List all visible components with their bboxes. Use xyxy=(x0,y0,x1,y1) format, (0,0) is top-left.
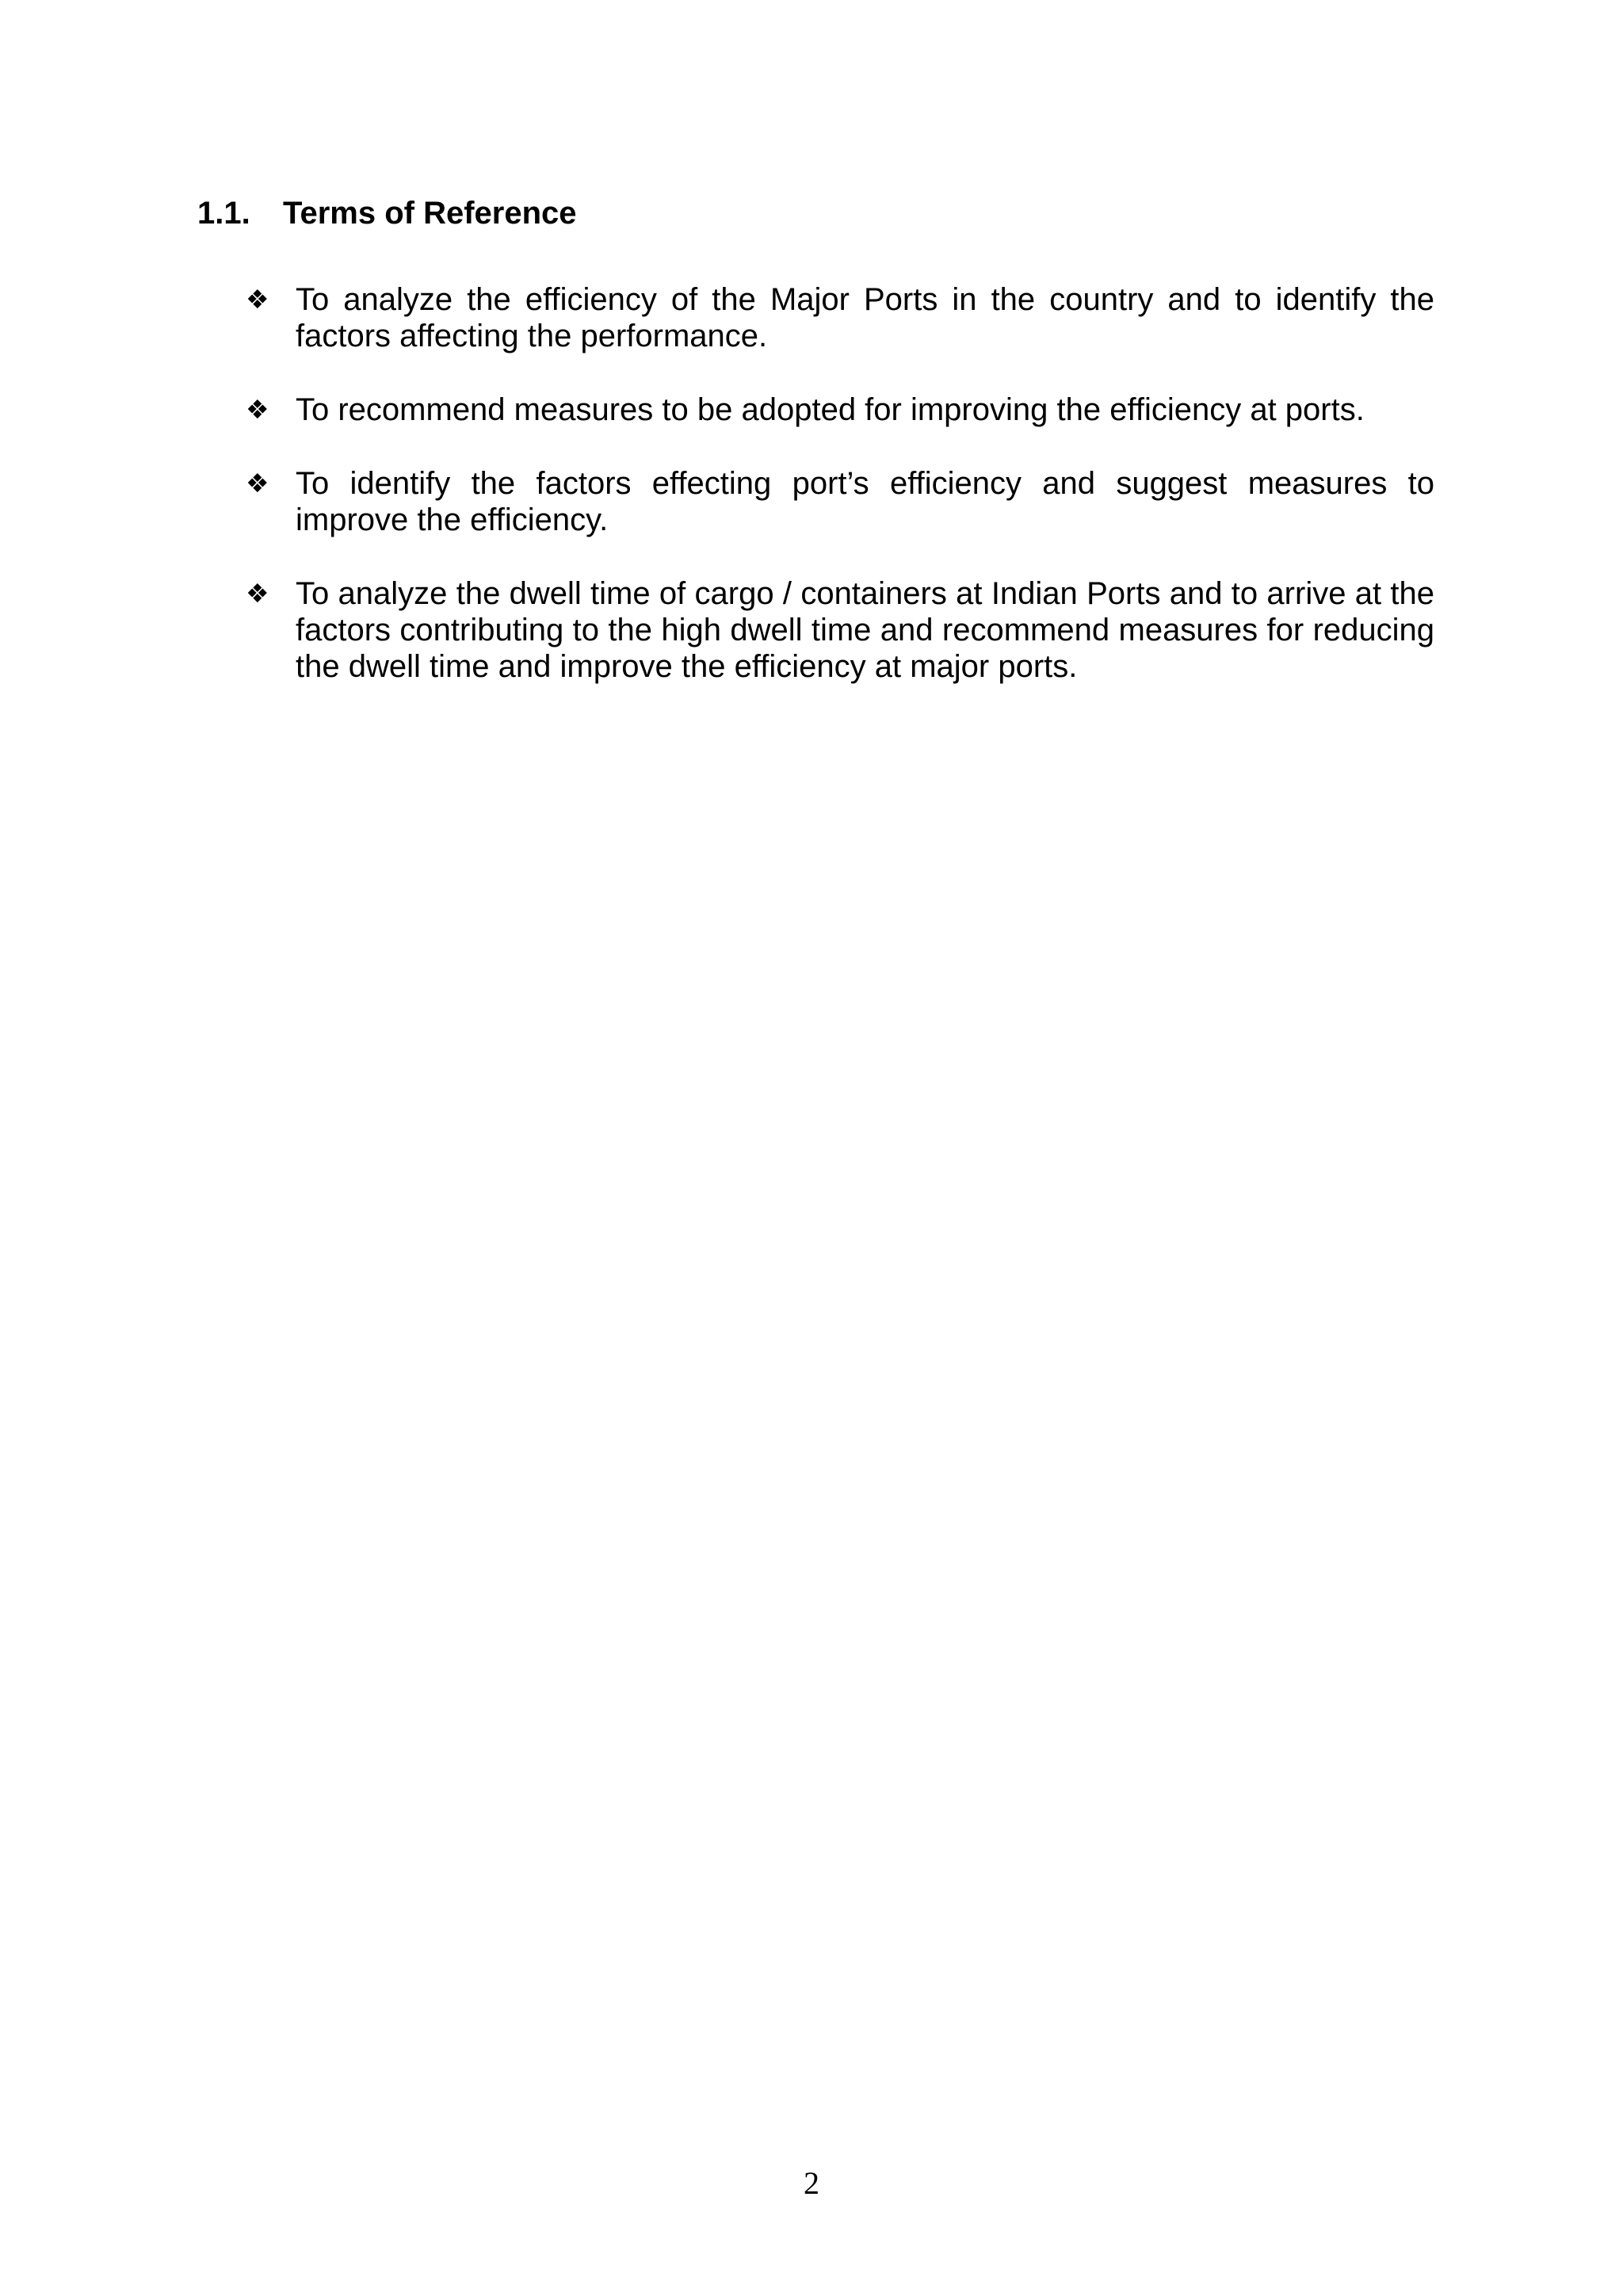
four-diamond-bullet-icon: ❖ xyxy=(246,578,269,609)
list-item-text: To identify the factors effecting port’s efficiency and suggest measures to improve the efficiency. xyxy=(296,466,1434,537)
list-item xyxy=(246,575,1434,685)
list-item xyxy=(246,392,1434,428)
four-diamond-bullet-icon: ❖ xyxy=(246,394,269,425)
list-item xyxy=(246,465,1434,538)
section-number: 1.1. xyxy=(197,196,250,231)
list-item-text: To recommend measures to be adopted for improving the efficiency at ports. xyxy=(296,392,1365,427)
four-diamond-bullet-icon: ❖ xyxy=(246,284,269,315)
list-item-text: To analyze the efficiency of the Major Ports in the country and to identify the factors affecting the performance. xyxy=(296,282,1434,353)
list-item-text: To analyze the dwell time of cargo / containers at Indian Ports and to arrive at the factors contributing to the high dwell time and recommend measures for reducing the dwell time and improve the efficiency at major ports. xyxy=(296,576,1434,684)
four-diamond-bullet-icon: ❖ xyxy=(246,468,269,499)
page-number: 2 xyxy=(804,2165,819,2201)
section-title: Terms of Reference xyxy=(283,196,577,231)
section-heading xyxy=(197,195,577,231)
list-item xyxy=(246,281,1434,354)
terms-of-reference-list xyxy=(246,281,1434,722)
